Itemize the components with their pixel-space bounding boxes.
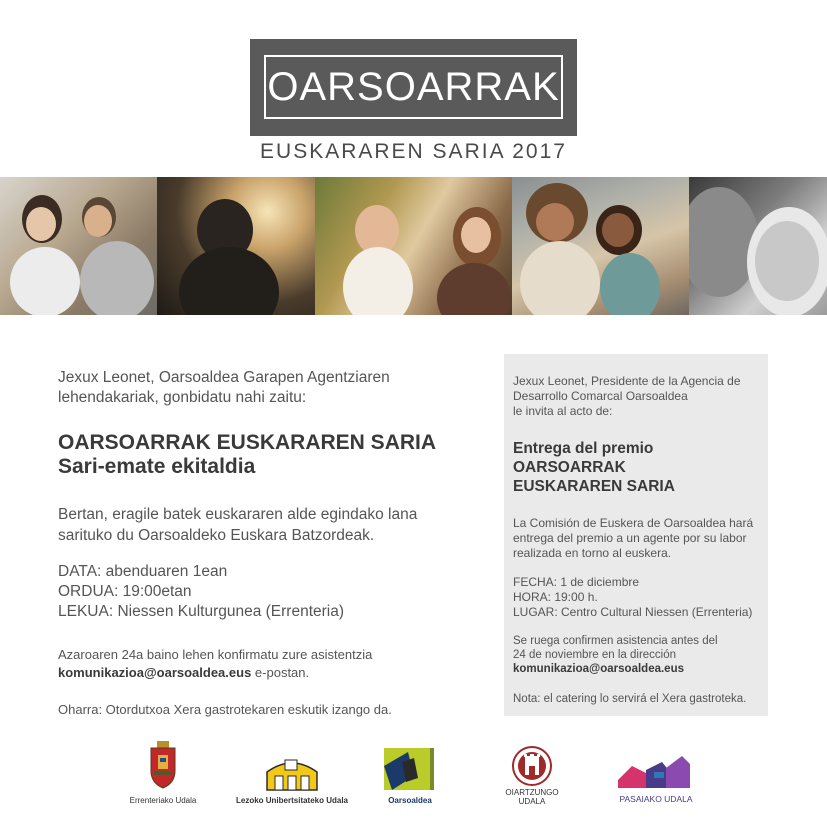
errenteria-shield-icon [148,741,178,789]
couple-laughing-photo [0,177,157,315]
spanish-time: HORA: 19:00 h. [513,590,598,604]
spanish-email-link[interactable]: komunikazioa@oarsoaldea.eus [513,663,684,675]
lezo-basilica-icon [263,756,321,792]
spanish-title: Entrega del premio OARSOARRAK EUSKARAREN SARIA [513,440,675,495]
basque-invitation [58,368,478,717]
basque-intro: Jexux Leonet, Oarsoaldea Garapen Agentziaren lehendakariak, gonbidatu nahi zaitu: [58,369,390,406]
oarsoaldea-label: Oarsoaldea [388,796,432,805]
child-whispering-photo [512,177,689,315]
oiartzun-label: OIARTZUNGO UDALA [505,788,559,806]
pasaia-label: PASAIAKO UDALA [619,794,693,804]
spanish-invitation [504,354,768,716]
spanish-intro: Jexux Leonet, Presidente de la Agencia de Desarrollo Comarcal Oarsoaldea le invita al acto de: [513,374,741,418]
basque-description: Bertan, eragile batek euskararen alde egindako lana sarituko du Oarsoaldeko Euskara Batzordeak. [58,506,418,544]
basque-time: ORDUA: 19:00etan [58,583,192,600]
basque-rsvp: Azaroaren 24a baino lehen konfirmatu zure asistentzia komunikazioa@oarsoaldea.eus e-postan. [58,647,373,680]
pasaia-logo-icon [618,752,694,792]
lezo-label: Lezoko Unibertsitateko Udala [235,796,349,805]
oiartzun-tower-icon [512,746,552,786]
elderly-couple-photo [689,177,827,315]
brand-header [250,39,577,136]
errenteria-label: Errenteriako Udala [129,796,197,805]
basque-event-details [58,562,478,622]
spanish-place: LUGAR: Centro Cultural Niessen (Errenteria) [513,605,753,619]
brand-subtitle: EUSKARAREN SARIA 2017 [260,140,567,163]
brand-title: OARSOARRAK [264,55,563,119]
spanish-note: Nota: el catering lo servirá el Xera gastroteka. [513,693,747,705]
spanish-description: La Comisión de Euskera de Oarsoaldea hará entrega del premio a un agente por su labor realizada en torno al euskera. [513,516,754,560]
spanish-date: FECHA: 1 de diciembre [513,575,640,589]
basque-place: LEKUA: Niessen Kulturgunea (Errenteria) [58,603,345,620]
basque-date: DATA: abenduaren 1ean [58,563,228,580]
basque-email-link[interactable]: komunikazioa@oarsoaldea.eus [58,665,252,680]
spanish-event-details [513,575,759,620]
basque-subtitle: Sari-emate ekitaldia [58,455,256,478]
sunset-silhouette-photo [157,177,315,315]
spanish-rsvp: Se ruega confirmen asistencia antes del 24 de noviembre en la dirección komunikazioa@oarsoaldea.eus [513,635,718,675]
photo-strip [0,177,827,315]
oarsoaldea-logo-icon [384,748,436,796]
two-women-outdoors-photo [315,177,512,315]
basque-note: Oharra: Otordutxoa Xera gastrotekaren eskutik izango da. [58,702,392,717]
sponsor-logos [0,738,827,818]
basque-title: OARSOARRAK EUSKARAREN SARIA [58,431,437,454]
